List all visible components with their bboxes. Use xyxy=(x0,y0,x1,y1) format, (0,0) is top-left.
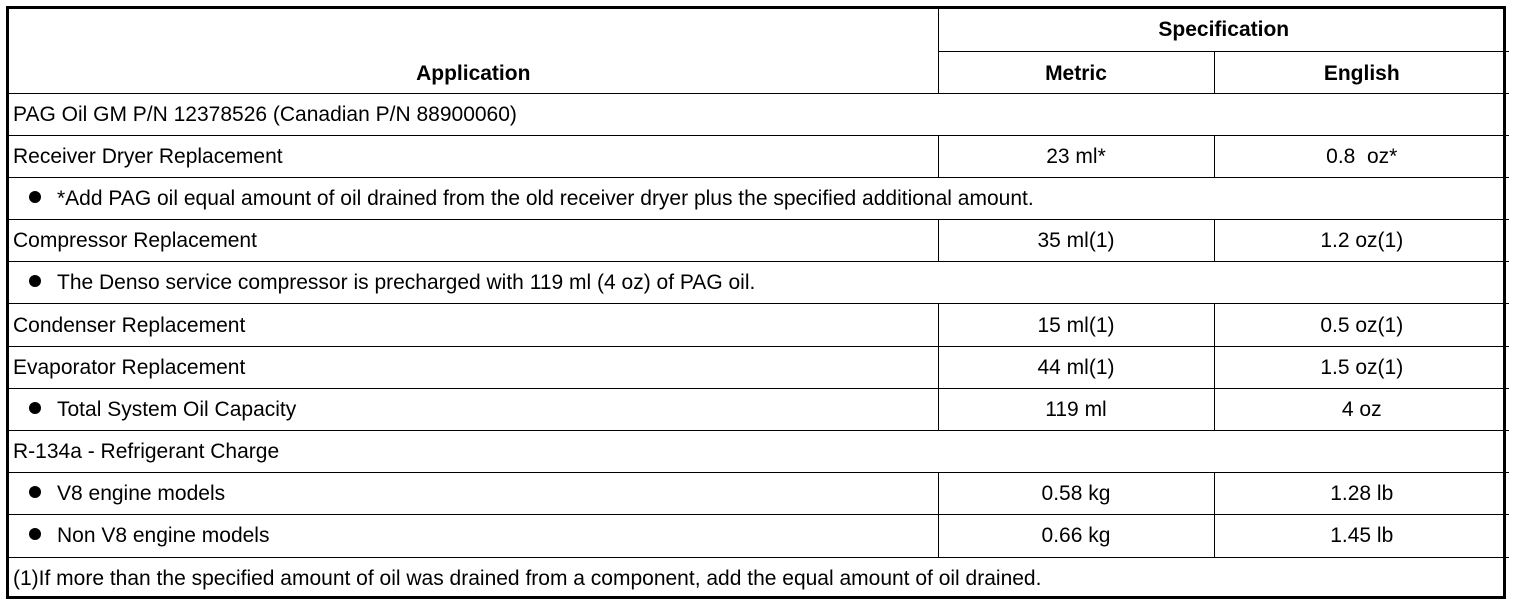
metric-total-oil: 119 ml xyxy=(938,388,1214,430)
specification-table xyxy=(9,9,1509,599)
table-row xyxy=(9,93,1509,135)
app-non-v8-label: Non V8 engine models xyxy=(57,524,270,548)
app-v8 xyxy=(9,473,938,515)
bullet-icon xyxy=(29,528,41,540)
note-text: *Add PAG oil equal amount of oil drained from the old receiver dryer plus the specified additional amount. xyxy=(57,186,1034,210)
english-non-v8: 1.45 lb xyxy=(1214,515,1509,557)
app-non-v8 xyxy=(9,515,938,557)
metric-compressor: 35 ml(1) xyxy=(938,220,1214,262)
header-metric: Metric xyxy=(938,51,1214,93)
table-row xyxy=(9,135,1509,177)
app-total-oil-label: Total System Oil Capacity xyxy=(57,397,297,421)
metric-v8: 0.58 kg xyxy=(938,473,1214,515)
footnote: (1)If more than the specified amount of oil was drained from a component, add the equal amount of oil drained. xyxy=(9,557,1509,599)
english-evaporator: 1.5 oz(1) xyxy=(1214,346,1509,388)
bullet-icon xyxy=(29,486,41,498)
app-total-oil xyxy=(9,388,938,430)
metric-non-v8: 0.66 kg xyxy=(938,515,1214,557)
header-application: Application xyxy=(9,9,938,93)
note-receiver-dryer xyxy=(9,177,1509,219)
table-row xyxy=(9,388,1509,430)
metric-evaporator: 44 ml(1) xyxy=(938,346,1214,388)
section-refrigerant: R-134a - Refrigerant Charge xyxy=(9,431,1509,473)
table-row xyxy=(9,557,1509,599)
spec-table-frame xyxy=(6,6,1506,599)
bullet-icon xyxy=(29,191,41,203)
english-condenser: 0.5 oz(1) xyxy=(1214,304,1509,346)
table-row xyxy=(9,431,1509,473)
app-evaporator: Evaporator Replacement xyxy=(9,346,938,388)
header-english: English xyxy=(1214,51,1509,93)
section-pag-oil: PAG Oil GM P/N 12378526 (Canadian P/N 88900060) xyxy=(9,93,1509,135)
app-compressor: Compressor Replacement xyxy=(9,220,938,262)
app-condenser: Condenser Replacement xyxy=(9,304,938,346)
table-row xyxy=(9,515,1509,557)
header-specification: Specification xyxy=(938,9,1509,51)
metric-receiver-dryer: 23 ml* xyxy=(938,135,1214,177)
table-row xyxy=(9,304,1509,346)
table-row xyxy=(9,262,1509,304)
app-v8-label: V8 engine models xyxy=(57,482,226,506)
app-receiver-dryer: Receiver Dryer Replacement xyxy=(9,135,938,177)
table-row xyxy=(9,346,1509,388)
table-row xyxy=(9,177,1509,219)
english-receiver-dryer: 0.8 oz* xyxy=(1214,135,1509,177)
note-compressor xyxy=(9,262,1509,304)
english-v8: 1.28 lb xyxy=(1214,473,1509,515)
table-row xyxy=(9,473,1509,515)
bullet-icon xyxy=(29,402,41,414)
note-text: The Denso service compressor is precharged with 119 ml (4 oz) of PAG oil. xyxy=(57,271,756,295)
metric-condenser: 15 ml(1) xyxy=(938,304,1214,346)
table-row xyxy=(9,220,1509,262)
bullet-icon xyxy=(29,275,41,287)
english-compressor: 1.2 oz(1) xyxy=(1214,220,1509,262)
english-total-oil: 4 oz xyxy=(1214,388,1509,430)
